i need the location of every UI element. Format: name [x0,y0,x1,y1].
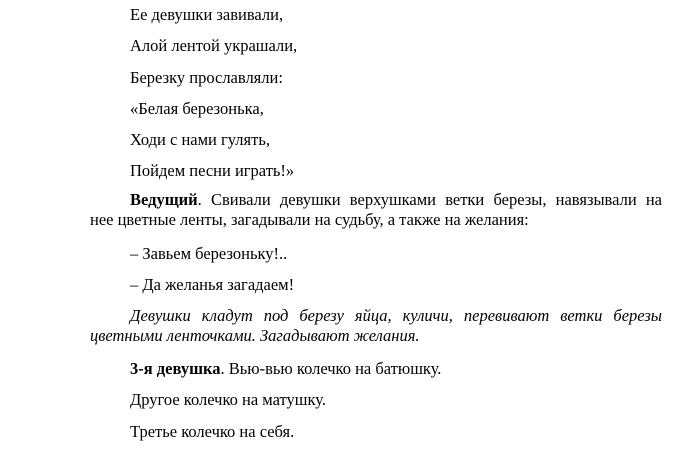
verse-line-3: Березку прославляли: [130,68,283,87]
host-paragraph-line-2: нее цветные ленты, загадывали на судьбу, а также на желания: [90,210,529,229]
host-paragraph [90,190,662,230]
dialog-line-1: – Завьем березоньку!.. [130,244,288,263]
verse-line-2: Алой лентой украшали, [130,36,298,55]
host-text-1: . Свивали девушки верхушками ветки березы, навязывали на [197,190,662,209]
stage-direction [90,306,662,346]
dialog-line-2: – Да желанья загадаем! [130,275,295,294]
rings-line-2: Третье колечко на себя. [130,422,295,441]
speaker-third-girl: 3-я девушка [130,359,221,378]
stage-direction-line-2: цветными ленточками. Загадывают желания. [90,326,420,345]
verse-line-4: «Белая березонька, [130,99,264,118]
third-girl-line [130,359,441,379]
speaker-host: Ведущий [130,190,198,209]
stage-direction-line-1: Девушки кладут под березу яйца, куличи, перевивают ветки березы [130,306,662,325]
verse-line-1: Ее девушки завивали, [130,5,284,24]
third-girl-text: . Вью-вью колечко на батюшку. [220,359,442,378]
verse-line-5: Ходи с нами гулять, [130,130,270,149]
verse-line-6: Пойдем песни играть!» [130,161,295,180]
host-paragraph-line-1 [90,190,662,210]
rings-line-1: Другое колечко на матушку. [130,390,326,409]
